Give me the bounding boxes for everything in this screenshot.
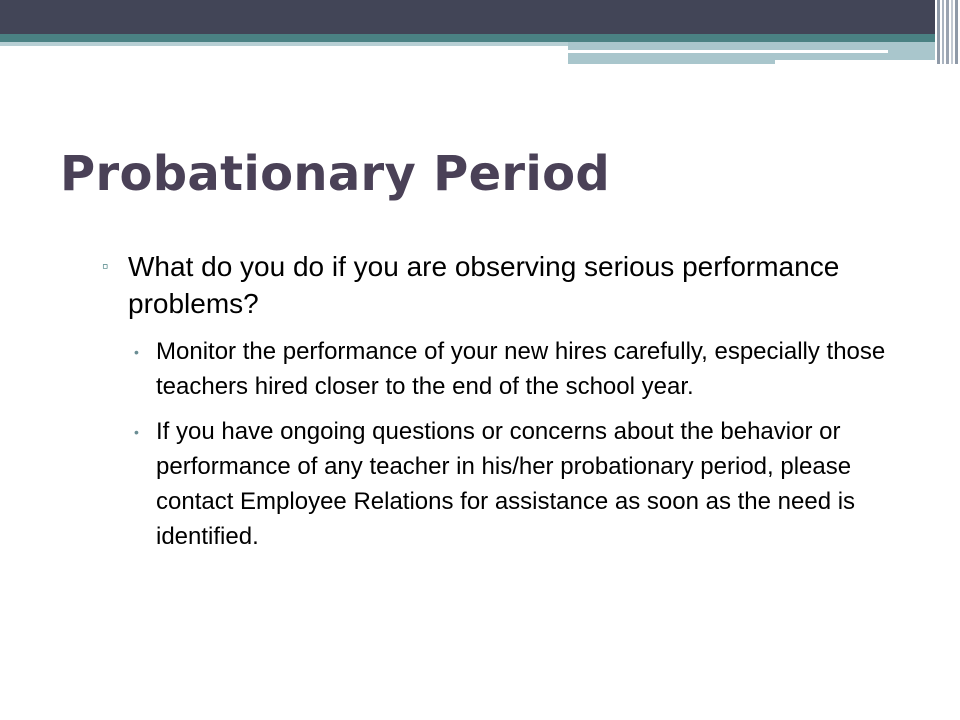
dot-bullet-icon: •: [134, 424, 139, 440]
sub-bullet: [134, 334, 906, 404]
slide-body: [0, 248, 960, 554]
square-bullet-icon: ▫: [102, 256, 109, 276]
header-band-light: [0, 42, 568, 46]
bullet-level1: [102, 248, 878, 322]
sub-bullet-text: If you have ongoing questions or concerns about the behavior or performance of any teacher in his/her probationary period, please contact Employee Relations for assistance as soon as the need is identified.: [156, 418, 856, 550]
sub-bullet-text: Monitor the performance of your new hires carefully, especially those teachers hired closer to the end of the school year.: [156, 338, 886, 400]
slide-title: Probationary Period: [60, 146, 611, 202]
header-band-line: [568, 50, 888, 53]
dot-bullet-icon: •: [134, 344, 139, 360]
header-band-foot: [775, 60, 935, 64]
header-band-dark: [0, 0, 935, 34]
sub-bullet: [134, 414, 906, 554]
bullet-text: What do you do if you are observing serious performance problems?: [128, 251, 840, 319]
header-band-teal: [0, 34, 935, 42]
header-stripes: [935, 0, 960, 64]
